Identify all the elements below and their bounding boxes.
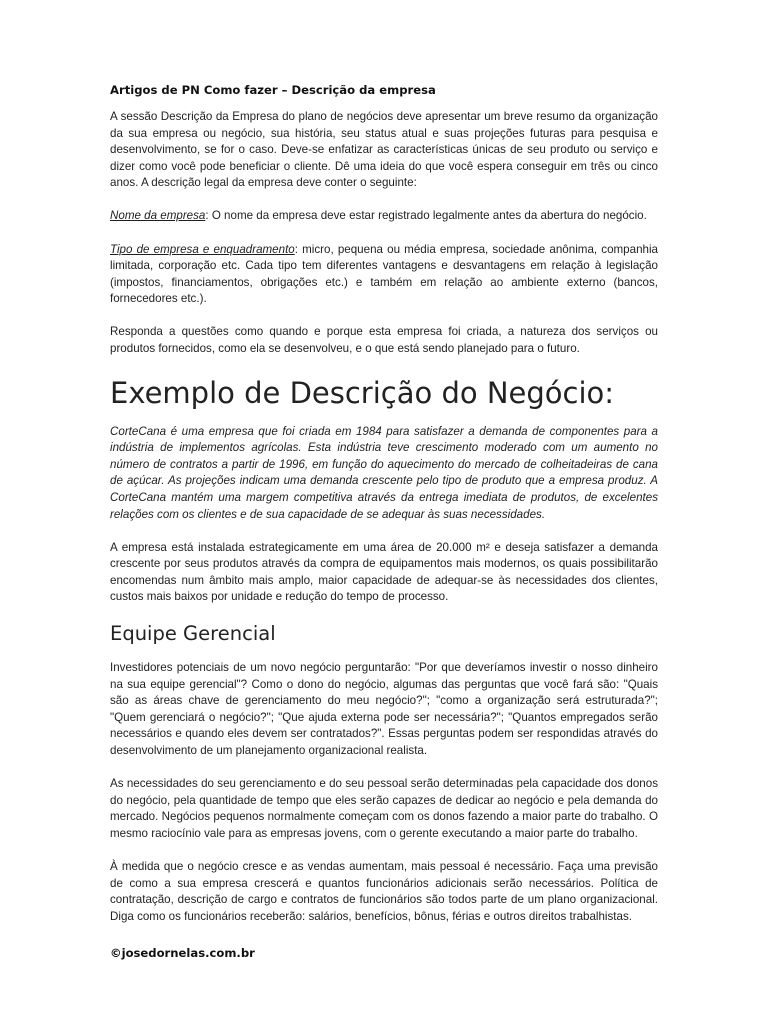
investidores-paragraph: Investidores potenciais de um novo negócio perguntarão: "Por que deveríamos investir o nosso dinheiro na sua equipe gerencial"? Como o dono do negócio, algumas das perguntas que você fará são: "Quais são as áreas chave de gerenciamento do meu negócio?"; "como a organização será estruturada?"; "Quem gerenciará o negócio?"; "Que ajuda externa pode ser necessária?"; "Quantos empregados serão necessários e quando eles devem ser contratados?". Essas perguntas podem ser respondidas através do desenvolvimento de um planejamento organizacional realista. <box>110 661 658 758</box>
nome-text: : O nome da empresa deve estar registrado legalmente antes da abertura do negócio. <box>205 209 647 223</box>
cortecana-paragraph: CorteCana é uma empresa que foi criada em 1984 para satisfazer a demanda de componentes para a indústria de implementos agrícolas. Esta indústria teve crescimento moderado com um aumento no número de contratos a partir de 1996, em função do aquecimento do mercado de colheitadeiras de cana de açúcar. As projeções indicam uma demanda crescente pelo tipo de produto que a empresa produz. A CorteCana mantém uma margem competitiva através da entrega imediata de produtos, de excelentes relações com os clientes e de sua capacidade de se adequar às suas necessidades. <box>110 424 658 521</box>
heading-equipe: Equipe Gerencial <box>110 622 276 646</box>
tipo-text: : micro, pequena ou média empresa, sociedade anônima, companhia limitada, corporação etc. Cada tipo tem diferentes vantagens e desvantagens em relação à legislação (impostos, financiamentos, obrigações etc.) e também em relação ao ambiente externo (bancos, fornecedores etc.). <box>110 242 658 306</box>
instalada-paragraph: A empresa está instalada estrategicamente em uma área de 20.000 m² e deseja satisfazer a demanda crescente por seus produtos através da compra de equipamentos mais modernos, os quais possibilitarão encomendas num âmbito mais amplo, maior capacidade de adequar-se às necessidades dos clientes, custos mais baixos por unidade e redução do tempo de processo. <box>110 540 658 604</box>
necessidades-paragraph: As necessidades do seu gerenciamento e do seu pessoal serão determinadas pela capacidade dos donos do negócio, pela quantidade de tempo que eles serão capazes de dedicar ao negócio e pela demanda do mercado. Negócios pequenos normalmente começam com os donos fazendo a maior parte do trabalho. O mesmo raciocínio vale para as empresas jovens, com o gerente executando a maior parte do trabalho. <box>110 777 658 840</box>
nome-label: Nome da empresa <box>110 209 206 223</box>
tipo-label: Tipo de empresa e enquadramento <box>110 242 295 256</box>
footer-copyright: ©josedornelas.com.br <box>110 946 255 960</box>
intro-paragraph: A sessão Descrição da Empresa do plano de negócios deve apresentar um breve resumo da organização da sua empresa ou negócio, sua história, seu status atual e suas projeções futuras para pesquisa e desenvolvimento, se for o caso. Deve-se enfatizar as características únicas de seu produto ou serviço e dizer como você pode beneficiar o cliente. Dê uma ideia do que você espera conseguir em três ou cinco anos. A descrição legal da empresa deve conter o seguinte: <box>110 110 658 190</box>
responda-paragraph: Responda a questões como quando e porque esta empresa foi criada, a natureza dos serviços ou produtos fornecidos, como ela se desenvolveu, e o que está sendo planejado para o futuro. <box>110 325 658 356</box>
tipo-paragraph <box>110 242 658 308</box>
document-body <box>110 82 658 925</box>
heading-exemplo: Exemplo de Descrição do Negócio: <box>110 375 615 410</box>
medida-paragraph: À medida que o negócio cresce e as vendas aumentam, mais pessoal é necessário. Faça uma previsão de como a sua empresa crescerá e quantos funcionários adicionais serão necessários. Política de contratação, descrição de cargo e contratos de funcionários são todos parte de um plano organizacional. Diga como os funcionários receberão: salários, benefícios, bônus, férias e outros direitos trabalhistas. <box>110 860 658 923</box>
nome-paragraph <box>110 208 658 225</box>
document-title: Artigos de PN Como fazer – Descrição da empresa <box>110 83 436 97</box>
